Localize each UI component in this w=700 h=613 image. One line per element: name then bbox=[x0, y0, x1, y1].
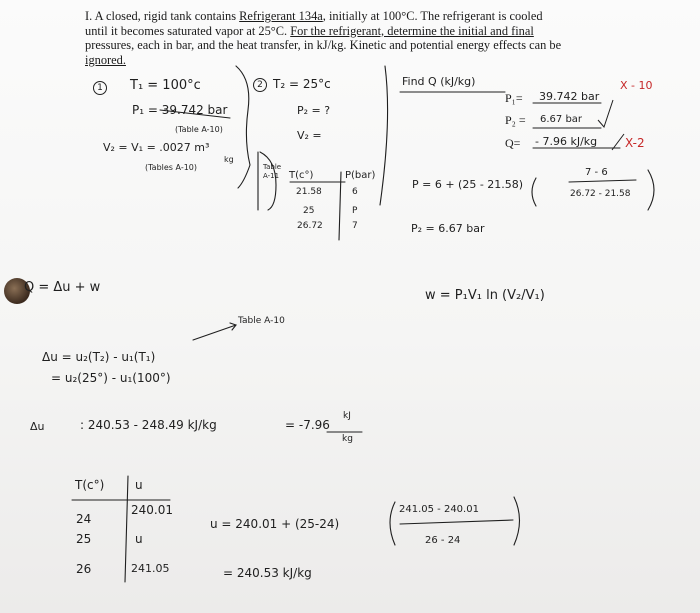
grade-mark-2: X-2 bbox=[625, 136, 645, 150]
p2-interp-denominator: 26.72 - 21.58 bbox=[570, 189, 631, 199]
u-table-row-t: 25 bbox=[76, 532, 92, 546]
du-line-1: Δu = u₂(T₂) - u₁(T₁) bbox=[42, 350, 156, 364]
du-unit-numerator: kJ bbox=[343, 411, 351, 421]
problem-line3: pressures, each in bar, and the heat transfer, in kJ/kg. Kinetic and potential energy effects can be bbox=[85, 38, 562, 53]
table-a11-row-t: 25 bbox=[303, 206, 315, 216]
state1-v-source: (Tables A-10) bbox=[145, 163, 198, 172]
find-title: Find Q (kJ/kg) bbox=[402, 75, 476, 88]
u-table-row-u: 241.05 bbox=[131, 562, 170, 575]
answer-p1-label: P₁= bbox=[505, 91, 523, 105]
problem-refrigerant: Refrigerant 134a bbox=[239, 9, 323, 23]
state1-v-unit: kg bbox=[224, 155, 234, 164]
table-a11-head-t: T(c°) bbox=[289, 170, 314, 181]
answer-p2-value: 6.67 bar bbox=[540, 114, 583, 125]
problem-line4: ignored. bbox=[85, 53, 126, 68]
state1-p1-source: (Table A-10) bbox=[175, 125, 223, 134]
problem-line2b: For the refrigerant, determine the initial and final bbox=[290, 23, 534, 38]
answer-q-value: - 7.96 kJ/kg bbox=[535, 135, 598, 148]
du-line-3: : 240.53 - 248.49 kJ/kg bbox=[80, 418, 217, 432]
u-interp-denominator: 26 - 24 bbox=[425, 535, 461, 546]
state2-t2: T₂ = 25°c bbox=[273, 77, 331, 91]
energy-balance: Q = Δu + w bbox=[24, 280, 101, 295]
u-table-head-u: u bbox=[135, 478, 143, 492]
problem-line1b: , initially at 100°C. The refrigerant is cooled bbox=[322, 9, 543, 23]
answer-q-label: Q= bbox=[505, 136, 521, 150]
answer-p1-value: 39.742 bar bbox=[539, 90, 600, 103]
u-interp-numerator: 241.05 - 240.01 bbox=[399, 504, 479, 515]
state2-table-label-1: Table bbox=[263, 163, 282, 171]
p2-interp-numerator: 7 - 6 bbox=[585, 167, 608, 178]
state1-marker: 1 bbox=[93, 79, 107, 95]
state1-t1: T₁ = 100°c bbox=[130, 78, 201, 93]
problem-line1a: I. A closed, rigid tank contains bbox=[85, 9, 240, 23]
u-table-head-t: T(c°) bbox=[75, 478, 105, 492]
grade-mark-1: X - 10 bbox=[620, 79, 653, 92]
u-table-row-u: 240.01 bbox=[131, 503, 173, 517]
u-interp-lhs: u = 240.01 + (25-24) bbox=[210, 517, 340, 531]
p2-result: P₂ = 6.67 bar bbox=[411, 222, 485, 235]
du-line-2: = u₂(25°) - u₁(100°) bbox=[51, 371, 171, 385]
du-line-3-lhs: Δu bbox=[30, 420, 45, 433]
table-a11-row-t: 21.58 bbox=[296, 187, 322, 197]
p2-interp-lhs: P = 6 + (25 - 21.58) bbox=[412, 178, 524, 191]
state2-p2: P₂ = ? bbox=[297, 104, 331, 117]
table-a11-row-t: 26.72 bbox=[297, 221, 323, 231]
du-line-3-rhs: = -7.96 bbox=[285, 418, 330, 432]
u-result: = 240.53 kJ/kg bbox=[223, 566, 312, 580]
state1-v: V₂ = V₁ = .0027 m³ bbox=[103, 141, 210, 154]
u-table-row-t: 24 bbox=[76, 512, 92, 526]
answer-p2-label: P₂ = bbox=[505, 113, 526, 127]
table-a11-head-p: P(bar) bbox=[345, 170, 376, 181]
table-a11-row-p: 6 bbox=[352, 187, 358, 197]
state2-table-label-2: A-11 bbox=[263, 172, 280, 180]
problem-line2a: until it becomes saturated vapor at 25°C. bbox=[85, 23, 291, 38]
table-a11-row-p: P bbox=[352, 206, 358, 216]
table-a11-row-p: 7 bbox=[352, 221, 358, 231]
state2-v2: V₂ = bbox=[297, 129, 322, 142]
table-a10-ref: Table A-10 bbox=[238, 316, 285, 326]
work-equation: w = P₁V₁ ln (V₂/V₁) bbox=[425, 288, 545, 303]
u-table-row-t: 26 bbox=[76, 562, 92, 576]
u-table-row-u: u bbox=[135, 532, 143, 546]
state2-marker: 2 bbox=[253, 76, 267, 92]
state1-p1: P₁ = 39.742 bar bbox=[132, 103, 228, 117]
du-unit-denominator: kg bbox=[342, 434, 353, 444]
